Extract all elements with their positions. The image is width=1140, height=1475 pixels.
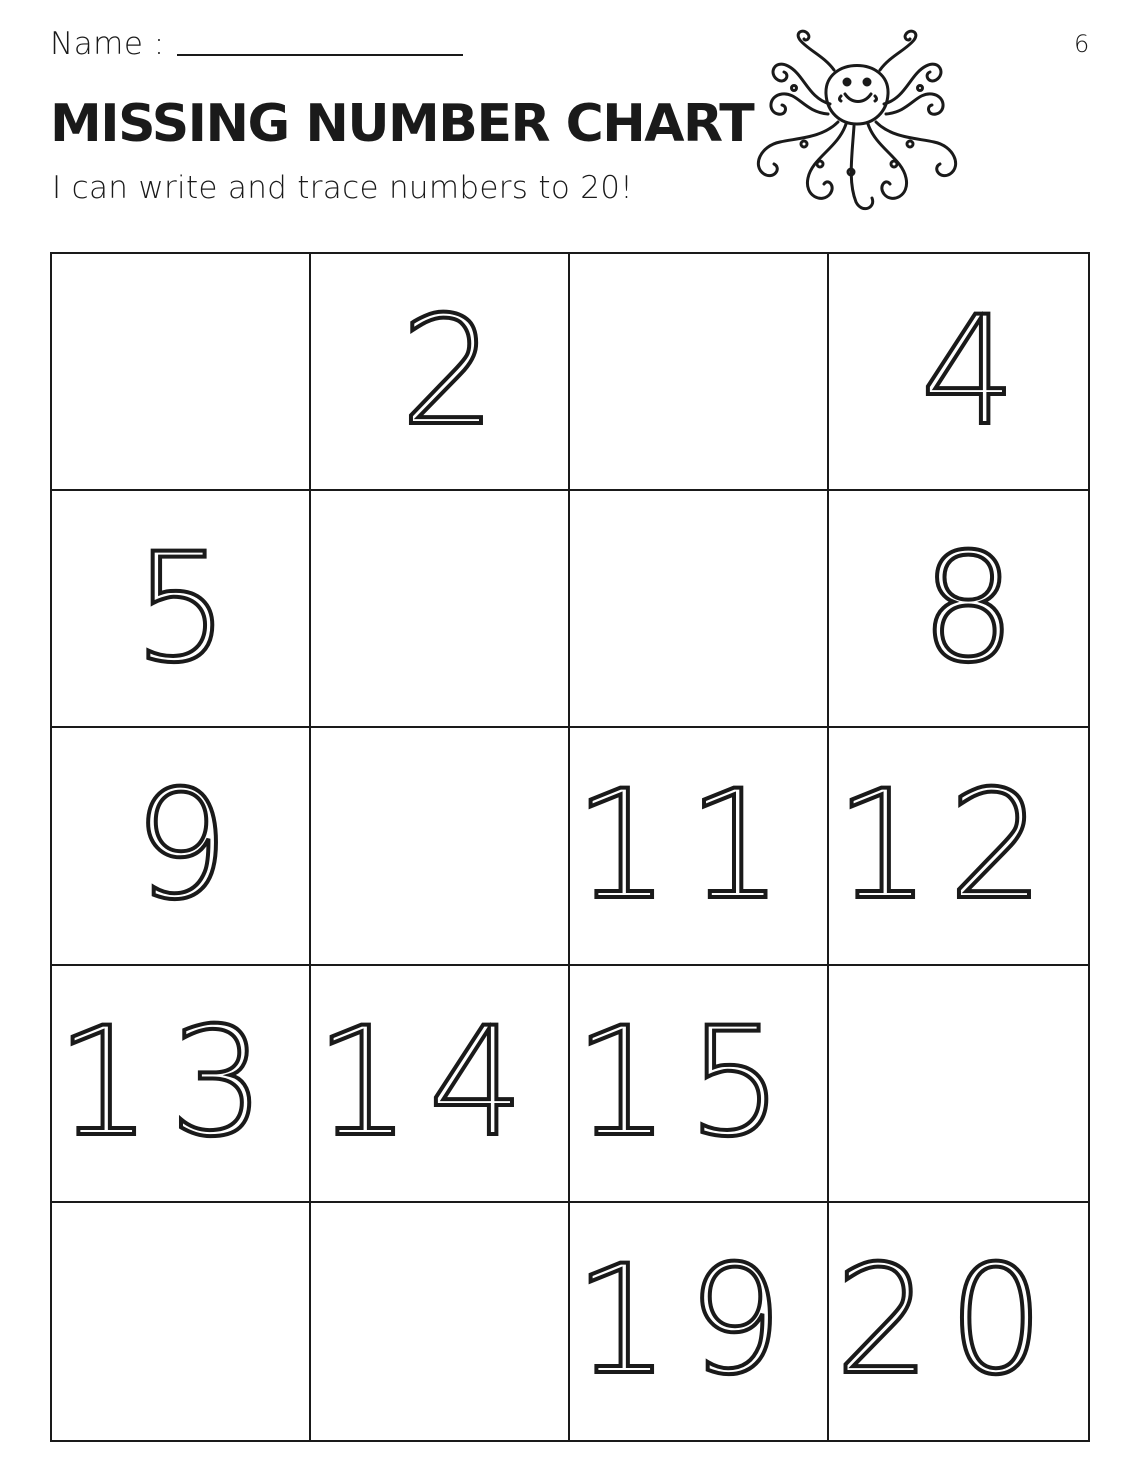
name-field	[50, 26, 463, 62]
traceable-number: 2	[400, 284, 496, 459]
number-cell-11[interactable]	[570, 728, 829, 965]
number-chart-grid	[50, 252, 1090, 1442]
traceable-number: 5	[133, 521, 229, 696]
page-subtitle: I can write and trace numbers to 20!	[52, 170, 634, 206]
traceable-number: 19	[574, 1234, 801, 1409]
number-cell-14[interactable]	[311, 966, 570, 1203]
number-cell-2[interactable]	[311, 254, 570, 491]
number-cell-5[interactable]	[52, 491, 311, 728]
number-cell-10[interactable]	[311, 728, 570, 965]
name-write-line[interactable]	[177, 54, 463, 56]
traceable-number: 14	[315, 996, 542, 1171]
traceable-number: 9	[133, 758, 229, 933]
number-cell-13[interactable]	[52, 966, 311, 1203]
traceable-number: 4	[920, 284, 1016, 459]
number-cell-9[interactable]	[52, 728, 311, 965]
page-number: 6	[1074, 30, 1090, 58]
octopus-icon	[738, 26, 978, 216]
name-label: Name :	[50, 26, 165, 62]
number-cell-6[interactable]	[311, 491, 570, 728]
traceable-number: 8	[920, 521, 1016, 696]
number-cell-7[interactable]	[570, 491, 829, 728]
traceable-number: 11	[574, 758, 801, 933]
number-cell-16[interactable]	[829, 966, 1088, 1203]
number-cell-20[interactable]	[829, 1203, 1088, 1440]
traceable-number: 20	[835, 1234, 1062, 1409]
page-title: MISSING NUMBER CHART	[50, 94, 754, 154]
traceable-number: 12	[835, 758, 1062, 933]
number-cell-1[interactable]	[52, 254, 311, 491]
number-cell-17[interactable]	[52, 1203, 311, 1440]
traceable-number: 13	[56, 996, 283, 1171]
number-cell-18[interactable]	[311, 1203, 570, 1440]
number-cell-3[interactable]	[570, 254, 829, 491]
number-cell-15[interactable]	[570, 966, 829, 1203]
number-cell-8[interactable]	[829, 491, 1088, 728]
number-cell-4[interactable]	[829, 254, 1088, 491]
number-cell-19[interactable]	[570, 1203, 829, 1440]
traceable-number: 15	[574, 996, 801, 1171]
number-cell-12[interactable]	[829, 728, 1088, 965]
